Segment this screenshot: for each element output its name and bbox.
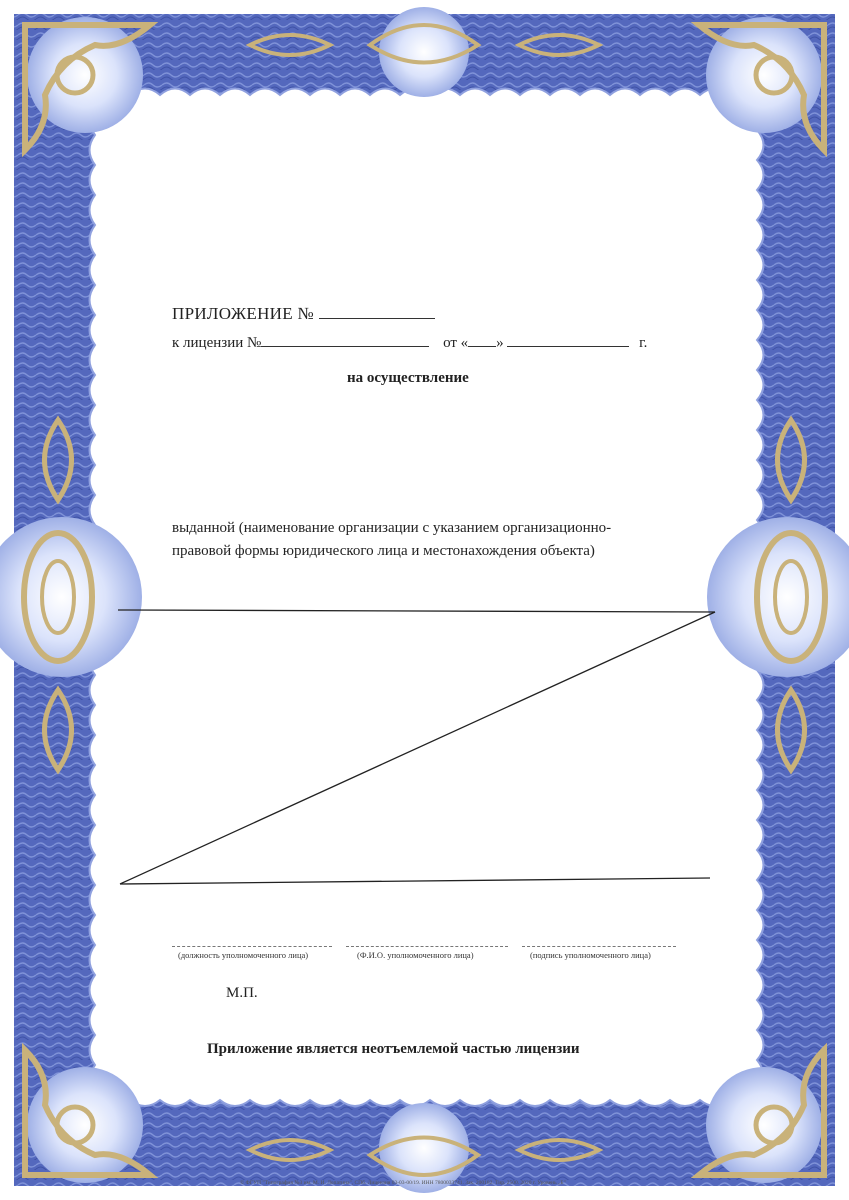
appendix-number-field[interactable] — [319, 304, 435, 319]
signature-caption: (подпись уполномоченного лица) — [530, 950, 651, 960]
issued-line-1: выданной (наименование организации с указанием организационно- — [172, 520, 612, 536]
year-suffix: г. — [639, 335, 648, 351]
position-caption: (должность уполномоченного лица) — [178, 950, 309, 960]
appendix-heading — [172, 304, 435, 324]
license-number-field[interactable] — [261, 332, 429, 347]
activity-label: на осуществление — [347, 370, 469, 386]
date-mid-mark: » — [496, 335, 504, 351]
name-caption: (Ф.И.О. уполномоченного лица) — [357, 950, 474, 960]
signature-sign-line[interactable] — [522, 946, 676, 947]
footer-note: Приложение является неотъемлемой частью лицензии — [207, 1041, 580, 1057]
date-day-field[interactable] — [468, 332, 496, 347]
date-month-field[interactable] — [507, 332, 629, 347]
appendix-label: ПРИЛОЖЕНИЕ № — [172, 304, 315, 323]
license-line — [172, 332, 647, 352]
license-label: к лицензии № — [172, 335, 262, 351]
date-from-label: от « — [443, 335, 469, 351]
position-sign-line[interactable] — [172, 946, 332, 947]
stamp-label: М.П. — [226, 985, 258, 1001]
printer-info: © ФГУП "Типография №3 им. М. И. Лопатина", СПб. Лицензия 03-03-00/19. ИНН 7800033741. Зак. 200182. Тир. 2500. 2020 г. Уровень „Б" — [240, 1180, 566, 1186]
issued-line-2: правовой формы юридического лица и местонахождения объекта) — [172, 543, 595, 559]
name-sign-line[interactable] — [346, 946, 508, 947]
